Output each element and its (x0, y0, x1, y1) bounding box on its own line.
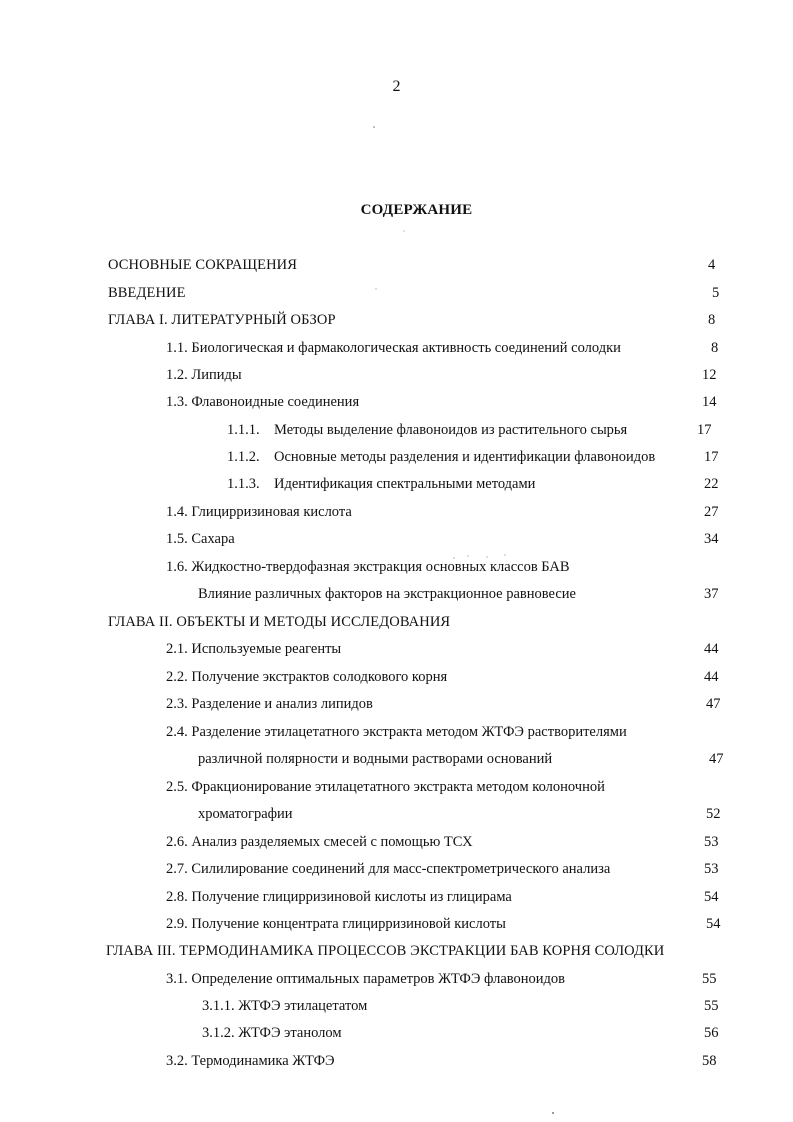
toc-entry-page: 54 (704, 889, 719, 905)
toc-entry-text: Идентификация спектральными методами (274, 476, 536, 492)
toc-entry-page: 8 (708, 312, 716, 328)
toc-entry-page: 4 (708, 257, 716, 273)
toc-entry-page: 34 (704, 531, 719, 547)
toc-entry (166, 721, 726, 743)
toc-entry-text: 1.5. Сахара (166, 531, 235, 547)
toc-entry-text: 2.4. Разделение этилацетатного экстракта методом ЖТФЭ растворителями (166, 724, 627, 740)
toc-entry-page: 47 (706, 696, 721, 712)
toc-entry (227, 446, 727, 468)
toc-entry-text: 2.9. Получение концентрата глицирризиновой кислоты (166, 916, 506, 932)
toc-entry-text: 1.3. Флавоноидные соединения (166, 394, 360, 410)
toc-entry-text: 1.1. Биологическая и фармакологическая активность соединений солодки (166, 340, 621, 356)
toc-entry-text: Основные методы разделения и идентификации флавоноидов (274, 449, 656, 465)
toc-entry (108, 282, 728, 304)
toc-entry-text: Влияние различных факторов на экстракционное равновесие (198, 586, 576, 602)
toc-entry (198, 748, 728, 770)
toc-entry (108, 611, 728, 633)
toc-entry-page: 53 (704, 834, 719, 850)
toc-entry-page: 22 (704, 476, 719, 492)
toc-entry (166, 1050, 726, 1072)
toc-entry-text: 3.1. Определение оптимальных параметров ЖТФЭ флавоноидов (166, 971, 565, 987)
toc-entry-text: 2.6. Анализ разделяемых смесей с помощью ТСХ (166, 834, 473, 850)
toc-entry (166, 528, 726, 550)
toc-entry-number: 1.1.3. (227, 476, 260, 492)
toc-entry (227, 419, 727, 441)
toc-entry-text: 3.1.1. ЖТФЭ этилацетатом (202, 998, 368, 1014)
toc-entry-text: 3.2. Термодинамика ЖТФЭ (166, 1053, 335, 1069)
toc-entry-page: 27 (704, 504, 719, 520)
toc-entry (108, 254, 728, 276)
toc-entry-text: 2.2. Получение экстрактов солодкового корня (166, 669, 448, 685)
toc-entry-text: ОСНОВНЫЕ СОКРАЩЕНИЯ (108, 257, 298, 273)
toc-entry-text: 1.4. Глицирризиновая кислота (166, 504, 352, 520)
toc-entry-text: 1.2. Липиды (166, 367, 242, 383)
toc-entry (198, 803, 728, 825)
toc-entry-text: различной полярности и водными растворами оснований (198, 751, 553, 767)
toc-entry (166, 693, 726, 715)
toc-entry-text: хроматографии (198, 806, 293, 822)
toc-entry-text: 2.7. Силилирование соединений для масс-спектрометрического анализа (166, 861, 611, 877)
page-number: 2 (392, 78, 401, 95)
toc-entry-page: 44 (704, 669, 719, 685)
toc-entry-page: 12 (702, 367, 717, 383)
toc-entry-page: 55 (704, 998, 719, 1014)
toc-entry-text: 2.8. Получение глицирризиновой кислоты из глицирама (166, 889, 512, 905)
toc-entry (198, 583, 728, 605)
toc-entry (166, 556, 726, 578)
toc-entry (166, 968, 726, 990)
toc-entry-page: 55 (702, 971, 717, 987)
toc-entry (106, 940, 746, 962)
toc-entry-text: 2.5. Фракционирование этилацетатного экстракта методом колоночной (166, 779, 605, 795)
toc-entry (166, 364, 726, 386)
toc-entry-text: 3.1.2. ЖТФЭ этанолом (202, 1025, 342, 1041)
toc-entry (166, 391, 726, 413)
toc-entry-page: 53 (704, 861, 719, 877)
toc-entry (166, 337, 726, 359)
toc-entry-page: 5 (712, 285, 720, 301)
toc-entry (166, 831, 726, 853)
toc-entry-page: 17 (704, 449, 719, 465)
toc-entry-text: 2.3. Разделение и анализ липидов (166, 696, 373, 712)
toc-entry (108, 309, 728, 331)
toc-entry-text: ГЛАВА I. ЛИТЕРАТУРНЫЙ ОБЗОР (108, 312, 336, 328)
toc-entry (166, 913, 726, 935)
toc-entry-page: 8 (711, 340, 719, 356)
toc-entry (227, 473, 727, 495)
toc-entry-text: Методы выделение флавоноидов из растительного сырья (274, 422, 628, 438)
toc-entry (166, 886, 726, 908)
toc-entry-page: 47 (709, 751, 724, 767)
toc-entry-text: 1.6. Жидкостно-твердофазная экстракция основных классов БАВ (166, 559, 570, 575)
toc-entry (166, 776, 726, 798)
toc-entry (166, 858, 726, 880)
toc-entry-page: 44 (704, 641, 719, 657)
toc-entry (166, 666, 726, 688)
toc-entry-page: 58 (702, 1053, 717, 1069)
toc-entry-page: 37 (704, 586, 719, 602)
toc-entry-page: 14 (702, 394, 717, 410)
toc-entry-text: ВВЕДЕНИЕ (108, 285, 186, 301)
toc-entry-page: 56 (704, 1025, 719, 1041)
page-title: СОДЕРЖАНИЕ (360, 202, 473, 218)
toc-entry-number: 1.1.1. (227, 422, 260, 438)
toc-entry-page: 54 (706, 916, 721, 932)
toc-entry-page: 52 (706, 806, 721, 822)
toc-entry-number: 1.1.2. (227, 449, 260, 465)
toc-entry (202, 995, 732, 1017)
toc-entry (166, 501, 726, 523)
toc-entry-text: ГЛАВА II. ОБЪЕКТЫ И МЕТОДЫ ИССЛЕДОВАНИЯ (108, 614, 451, 630)
toc-entry-text: 2.1. Используемые реагенты (166, 641, 342, 657)
toc-entry (166, 638, 726, 660)
toc-entry (202, 1022, 732, 1044)
toc-entry-page: 17 (697, 422, 712, 438)
toc-entry-text: ГЛАВА III. ТЕРМОДИНАМИКА ПРОЦЕССОВ ЭКСТРАКЦИИ БАВ КОРНЯ СОЛОДКИ (106, 943, 665, 959)
